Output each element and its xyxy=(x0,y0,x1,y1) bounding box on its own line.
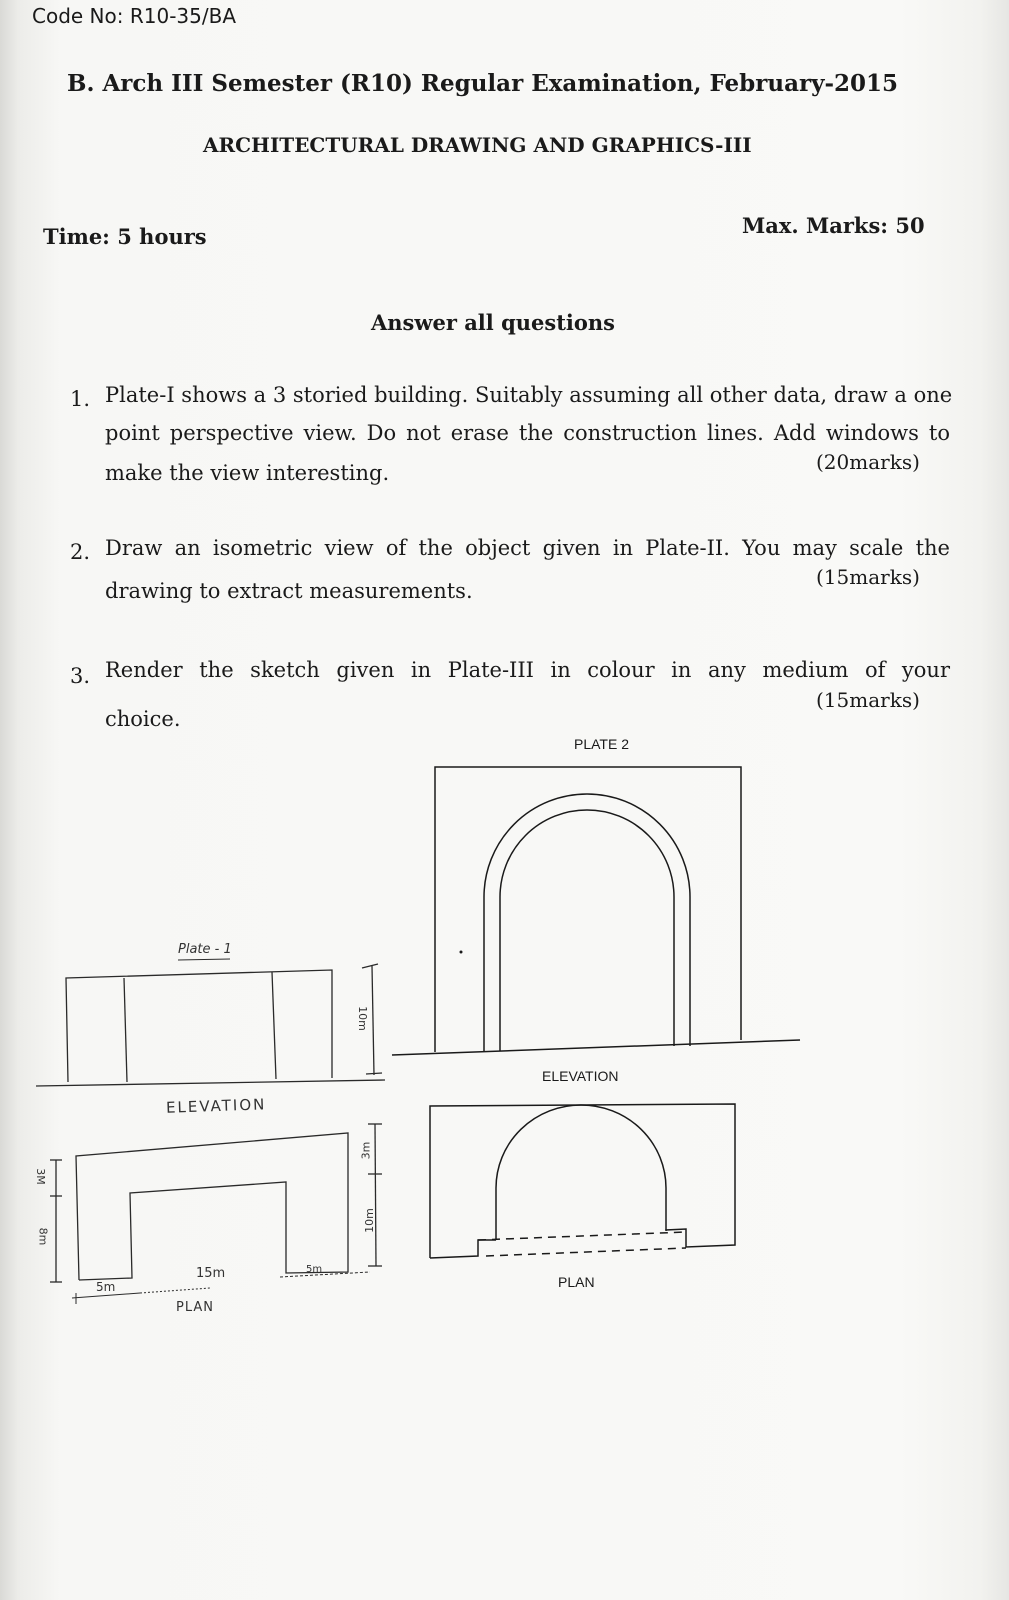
plate1-dim-side-top: 3M xyxy=(33,1168,47,1185)
plate1-dim-bottom-middle: 15m xyxy=(196,1266,226,1281)
exam-title: B. Arch III Semester (R10) Regular Examination, February-2015 xyxy=(67,70,899,97)
question-line: Plate-I shows a 3 storied building. Suitably assuming all other data, draw a one xyxy=(105,383,953,407)
plate2-title: PLATE 2 xyxy=(574,736,629,752)
plate1-title: Plate - 1 xyxy=(178,942,232,957)
plate1-dim-height: 10m xyxy=(355,1006,369,1031)
question-line: make the view interesting. xyxy=(105,461,390,485)
plate1-dim-bottom-right: 5m xyxy=(306,1264,323,1275)
question-number: 1. xyxy=(70,387,91,411)
time-allowed: Time: 5 hours xyxy=(43,224,207,249)
question-number: 2. xyxy=(70,540,91,564)
question-marks: (15marks) xyxy=(816,688,920,712)
question-marks: (20marks) xyxy=(816,450,920,474)
subject-title: ARCHITECTURAL DRAWING AND GRAPHICS-III xyxy=(203,133,752,157)
question-line: choice. xyxy=(105,707,181,731)
plate1-dim-side-bottom: 8m xyxy=(36,1227,50,1246)
question-number: 3. xyxy=(70,664,91,688)
instruction: Answer all questions xyxy=(371,310,615,335)
plate1-drawing xyxy=(33,959,385,1304)
plate1-elevation-label: ELEVATION xyxy=(165,1095,267,1117)
plate2-elevation-label: ELEVATION xyxy=(542,1068,619,1084)
plate1-elevation xyxy=(36,964,385,1086)
plate2-plan xyxy=(430,1104,735,1258)
plate1-title-underline xyxy=(178,959,230,960)
max-marks: Max. Marks: 50 xyxy=(742,213,925,238)
question-line: Draw an isometric view of the object given in Plate-II. You may scale the xyxy=(105,536,950,560)
plate2-elevation xyxy=(392,767,800,1055)
question-marks: (15marks) xyxy=(816,565,920,589)
plate2-drawing xyxy=(392,767,800,1258)
plate1-dim-top: 3m xyxy=(359,1141,373,1160)
question-line: Render the sketch given in Plate-III in colour in any medium of your xyxy=(105,658,950,682)
plate1-dim-bottom-left: 5m xyxy=(96,1280,116,1294)
question-line: point perspective view. Do not erase the construction lines. Add windows to xyxy=(105,421,950,445)
plate2-plan-label: PLAN xyxy=(558,1274,595,1290)
question-line: drawing to extract measurements. xyxy=(105,579,473,603)
plate1-dim-plan-right: 10m xyxy=(362,1208,376,1233)
plate1-plan-label: PLAN xyxy=(176,1300,214,1315)
code-number: Code No: R10-35/BA xyxy=(32,4,237,28)
